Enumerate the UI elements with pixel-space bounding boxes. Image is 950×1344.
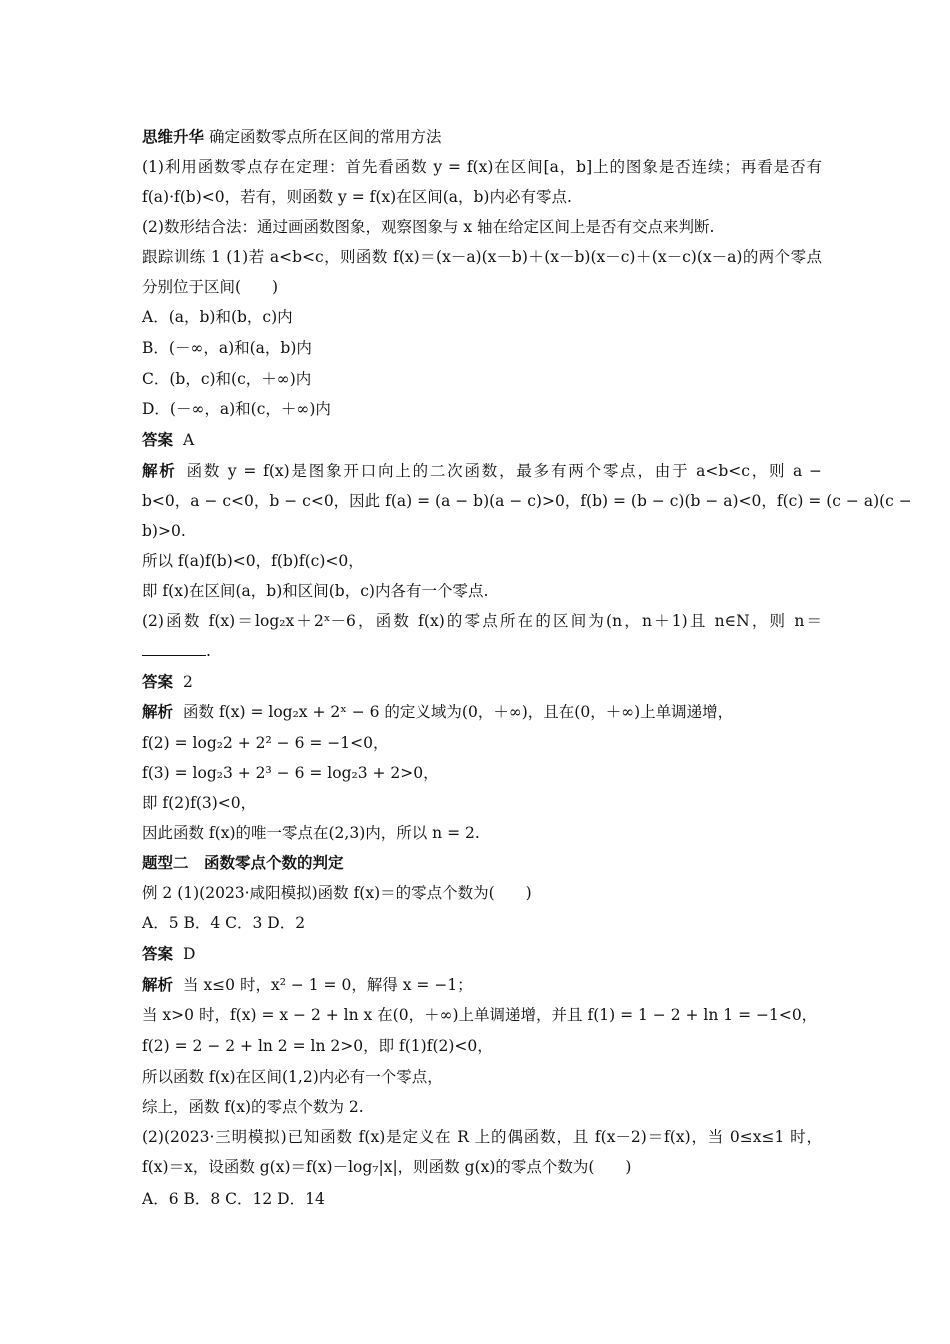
text-line (142, 186, 822, 208)
text-line (142, 550, 822, 572)
section-heading: 思维升华 (142, 128, 205, 146)
text-line (142, 701, 822, 723)
text-line (142, 882, 822, 904)
text-line (142, 429, 822, 451)
text-line (142, 216, 822, 238)
line-text: 所以函数 f(x)在区间(1,2)内必有一个零点， (142, 1068, 443, 1086)
line-text: A．(a，b)和(b，c)内 (142, 308, 293, 326)
text-line (142, 1126, 822, 1148)
answer-label: 解析 (142, 976, 174, 994)
line-text: 因此函数 f(x)的唯一零点在(2,3)内，所以 n = 2. (142, 824, 480, 842)
line-text: (2)数形结合法：通过画函数图象，观察图象与 x 轴在给定区间上是否有交点来判断. (142, 218, 715, 236)
line-text: f(x)＝x，设函数 g(x)＝f(x)－log₇|x|，则函数 g(x)的零点个数为( ) (142, 1158, 632, 1176)
line-text: 2 (183, 673, 193, 691)
answer-label: 答案 (142, 945, 174, 963)
text-line (142, 792, 822, 814)
line-text: 当 x>0 时，f(x) = x − 2 + ln x 在(0，＋∞)上单调递增，并且 f(1) = 1 − 2 + ln 1 = −1<0， (142, 1006, 818, 1024)
line-text: 例 2 (1)(2023·咸阳模拟)函数 f(x)＝的零点个数为( ) (142, 884, 532, 902)
text-line (142, 337, 822, 359)
answer-blank (142, 641, 206, 656)
text-line (142, 943, 822, 965)
line-text: f(2) = 2 − 2 + ln 2 = ln 2>0，即 f(1)f(2)<0， (142, 1037, 493, 1055)
text-line (142, 156, 822, 178)
line-text: b<0，a − c<0，b − c<0，因此 f(a) = (a − b)(a − c)>0，f(b) = (b − c)(b − a)<0，f(c) = (c − a)(c − (142, 492, 912, 510)
text-line (142, 732, 822, 754)
text-line (142, 368, 822, 390)
text-line (142, 460, 822, 482)
text-line (142, 974, 822, 996)
line-text: 即 f(x)在区间(a，b)和区间(b，c)内各有一个零点. (142, 582, 489, 600)
answer-label: 解析 (142, 703, 174, 721)
text-line (142, 822, 822, 844)
text-line (142, 276, 822, 298)
line-text: 所以 f(a)f(b)<0，f(b)f(c)<0， (142, 552, 364, 570)
text-line (142, 520, 822, 542)
line-text: 综上，函数 f(x)的零点个数为 2. (142, 1098, 364, 1116)
line-text: 确定函数零点所在区间的常用方法 (204, 128, 442, 146)
text-line (142, 246, 822, 268)
text-line (142, 126, 822, 148)
line-text: 即 f(2)f(3)<0， (142, 794, 257, 812)
answer-label: 答案 (142, 431, 174, 449)
line-text: B．(－∞，a)和(a，b)内 (142, 339, 312, 357)
text-line (142, 580, 822, 602)
line-text: f(2) = log₂2 + 2² − 6 = −1<0， (142, 734, 389, 752)
answer-label: 答案 (142, 673, 174, 691)
text-line (142, 1096, 822, 1118)
line-text: 跟踪训练 1 (1)若 a<b<c，则函数 f(x)＝(x－a)(x－b)＋(x－b)(x－c)＋(x－c)(x－a)的两个零点 (142, 248, 822, 266)
line-text: A．5 B．4 C．3 D．2 (142, 914, 306, 932)
line-text: A．6 B．8 C．12 D．14 (142, 1190, 325, 1208)
line-text: b)>0. (142, 522, 186, 540)
line-text: A (183, 431, 195, 449)
text-line (142, 671, 822, 693)
line-text: f(a)·f(b)<0，若有，则函数 y = f(x)在区间(a，b)内必有零点. (142, 188, 572, 206)
text-line (142, 398, 822, 420)
line-text: . (206, 642, 211, 660)
text-line (142, 610, 822, 632)
text-line (142, 762, 822, 784)
text-line (142, 490, 912, 512)
answer-label: 解析 (142, 462, 177, 480)
line-text: C．(b，c)和(c，＋∞)内 (142, 370, 312, 388)
text-line (142, 1188, 822, 1210)
line-text: D．(－∞，a)和(c，＋∞)内 (142, 400, 331, 418)
line-text: (2)(2023·三明模拟)已知函数 f(x)是定义在 R 上的偶函数，且 f(x－2)＝f(x)，当 0≤x≤1 时， (142, 1128, 822, 1146)
line-text: 分别位于区间( ) (142, 278, 279, 296)
line-text: 函数 f(x) = log₂x + 2ˣ − 6 的定义域为(0，＋∞)，且在(0，＋∞)上单调递增， (183, 703, 734, 721)
line-text: 题型二 函数零点个数的判定 (142, 854, 344, 872)
text-line (142, 912, 822, 934)
line-text: (1)利用函数零点存在定理：首先看函数 y = f(x)在区间[a，b]上的图象是否连续；再看是否有 (142, 158, 822, 176)
text-line (142, 852, 822, 874)
line-text: (2)函数 f(x)＝log₂x＋2ˣ－6，函数 f(x)的零点所在的区间为(n，n＋1)且 n∈N，则 n＝ (142, 612, 822, 630)
line-text: f(3) = log₂3 + 2³ − 6 = log₂3 + 2>0， (142, 764, 439, 782)
text-line (142, 1004, 822, 1026)
line-text: 函数 y = f(x)是图象开口向上的二次函数，最多有两个零点，由于 a<b<c，则 a − (186, 462, 822, 480)
line-text: D (183, 945, 196, 963)
text-line (142, 1156, 822, 1178)
text-line (142, 1066, 822, 1088)
text-line (142, 1035, 822, 1057)
text-line (142, 306, 822, 328)
text-line (142, 640, 822, 662)
line-text: 当 x≤0 时，x² − 1 = 0，解得 x = −1； (183, 976, 473, 994)
